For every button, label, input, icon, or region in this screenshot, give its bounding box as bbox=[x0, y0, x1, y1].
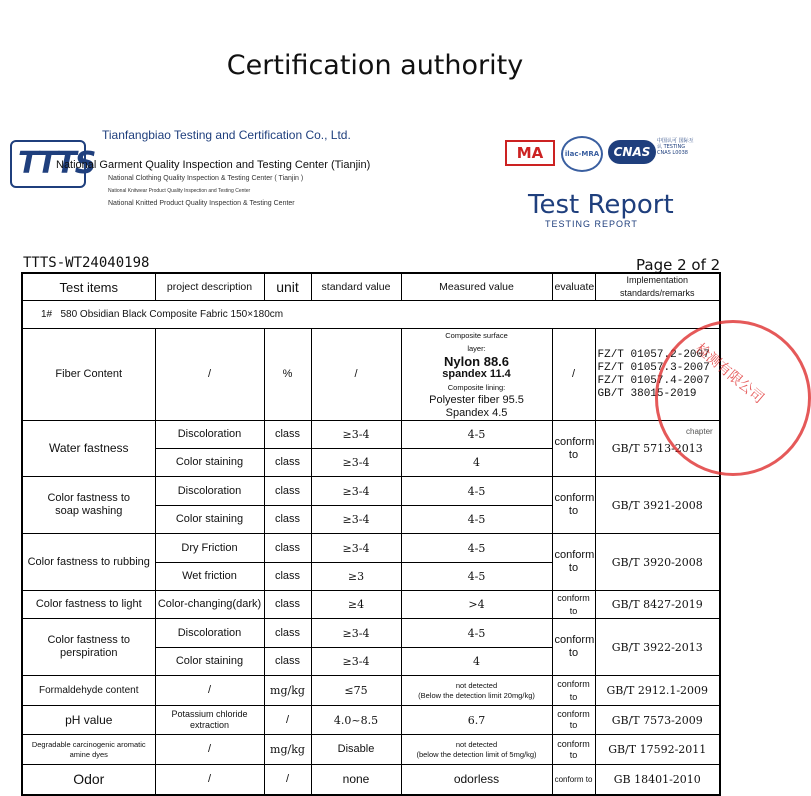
rub-s1: ≥3-4 bbox=[311, 534, 401, 563]
lab-name-line4: National Knitwear Product Quality Inspection and Testing Center bbox=[108, 188, 251, 194]
header-measured-value: Measured value bbox=[401, 273, 552, 301]
fiber-evaluate: / bbox=[552, 329, 595, 421]
ph-unit: / bbox=[264, 706, 311, 735]
soap-s2: ≥3-4 bbox=[311, 506, 401, 534]
table-row bbox=[22, 329, 720, 421]
odor-item: Odor bbox=[22, 765, 155, 795]
seal-chapter-label: chapter bbox=[686, 427, 713, 436]
formal-unit: mg/kg bbox=[264, 676, 311, 706]
fiber-m1: Composite surface bbox=[445, 331, 508, 340]
header-project-description: project description bbox=[155, 273, 264, 301]
lab-header bbox=[10, 128, 371, 212]
water-d2: Color staining bbox=[155, 449, 264, 477]
formal-evaluate: conform to bbox=[552, 676, 595, 706]
fiber-standard: / bbox=[311, 329, 401, 421]
rub-u2: class bbox=[264, 563, 311, 591]
header-test-items: Test items bbox=[22, 273, 155, 301]
amine-impl: GB/T 17592-2011 bbox=[595, 735, 720, 765]
water-evaluate: conform to bbox=[552, 421, 595, 477]
fiber-m5: Composite lining: bbox=[447, 383, 506, 392]
rub-d2: Wet friction bbox=[155, 563, 264, 591]
lab-name-line1: Tianfangbiao Testing and Certification Co., Ltd. bbox=[102, 128, 351, 142]
odor-evaluate: conform to bbox=[552, 765, 595, 795]
cnas-caption: 中国认可 国际互认 TESTING CNAS L0038 bbox=[657, 138, 694, 156]
sample-number: 1# bbox=[41, 309, 53, 320]
persp-d1: Discoloration bbox=[155, 619, 264, 648]
water-m1: 4-5 bbox=[401, 421, 552, 449]
formal-desc: / bbox=[155, 676, 264, 706]
amine-desc: / bbox=[155, 735, 264, 765]
fiber-m6: Polyester fiber 95.5 bbox=[429, 394, 524, 406]
amine-standard: Disable bbox=[311, 735, 401, 765]
accreditation-marks bbox=[505, 136, 695, 172]
page-title: Certification authority bbox=[226, 50, 524, 81]
logo-text: TTTS bbox=[18, 146, 95, 181]
sample-name: 580 Obsidian Black Composite Fabric 150×180cm bbox=[60, 309, 284, 320]
formal-measured bbox=[401, 676, 552, 706]
water-d1: Discoloration bbox=[155, 421, 264, 449]
odor-impl: GB 18401-2010 bbox=[595, 765, 720, 795]
water-m2: 4 bbox=[401, 449, 552, 477]
light-evaluate: conform to bbox=[552, 591, 595, 619]
table-row bbox=[22, 619, 720, 648]
odor-desc: / bbox=[155, 765, 264, 795]
water-s1: ≥3-4 bbox=[311, 421, 401, 449]
fiber-item: Fiber Content bbox=[22, 329, 155, 421]
rub-item: Color fastness to rubbing bbox=[22, 534, 155, 591]
soap-d2: Color staining bbox=[155, 506, 264, 534]
ph-impl: GB/T 7573-2009 bbox=[595, 706, 720, 735]
odor-unit: / bbox=[264, 765, 311, 795]
persp-s2: ≥3-4 bbox=[311, 648, 401, 676]
water-u1: class bbox=[264, 421, 311, 449]
header-unit: unit bbox=[264, 273, 311, 301]
light-measured: >4 bbox=[401, 591, 552, 619]
persp-s1: ≥3-4 bbox=[311, 619, 401, 648]
fiber-impl2: FZ/T 01057.3-2007 bbox=[597, 361, 710, 374]
fiber-m4: spandex 11.4 bbox=[442, 368, 511, 380]
water-u2: class bbox=[264, 449, 311, 477]
formal-impl: GB/T 2912.1-2009 bbox=[595, 676, 720, 706]
soap-d1: Discoloration bbox=[155, 477, 264, 506]
fiber-impl4: GB/T 38015-2019 bbox=[597, 387, 697, 400]
table-row bbox=[22, 591, 720, 619]
report-title: Test Report bbox=[528, 190, 674, 220]
report-number: TTTS-WT24040198 bbox=[23, 255, 150, 271]
fiber-desc: / bbox=[155, 329, 264, 421]
fiber-impl bbox=[595, 329, 720, 421]
amine-unit: mg/kg bbox=[264, 735, 311, 765]
lab-name-line2: National Garment Quality Inspection and Testing Center (Tianjin) bbox=[56, 159, 371, 171]
soap-m2: 4-5 bbox=[401, 506, 552, 534]
lab-name-line5: National Knitted Product Quality Inspection & Testing Center bbox=[108, 200, 295, 207]
fiber-unit: % bbox=[264, 329, 311, 421]
formal-standard: ≤75 bbox=[311, 676, 401, 706]
persp-d2: Color staining bbox=[155, 648, 264, 676]
amine-measured bbox=[401, 735, 552, 765]
amine-evaluate: conform to bbox=[552, 735, 595, 765]
soap-item: Color fastness to soap washing bbox=[22, 477, 155, 534]
header-implementation-standards: Implementation standards/remarks bbox=[595, 273, 720, 301]
amine-m2: (below the detection limit of 5mg/kg) bbox=[416, 749, 537, 759]
ph-item: pH value bbox=[22, 706, 155, 735]
rub-s2: ≥3 bbox=[311, 563, 401, 591]
ilac-mark: ilac-MRA bbox=[561, 136, 603, 172]
persp-impl: GB/T 3922-2013 bbox=[595, 619, 720, 676]
formal-m2: (Below the detection limit 20mg/kg) bbox=[418, 690, 535, 700]
table-header-row bbox=[22, 273, 720, 301]
odor-measured: odorless bbox=[401, 765, 552, 795]
light-standard: ≥4 bbox=[311, 591, 401, 619]
fiber-m3: Nylon 88.6 bbox=[443, 354, 510, 369]
rub-d1: Dry Friction bbox=[155, 534, 264, 563]
rub-u1: class bbox=[264, 534, 311, 563]
persp-evaluate: conform to bbox=[552, 619, 595, 676]
lab-name-line3: National Clothing Quality Inspection & Testing Center ( Tianjin ) bbox=[108, 175, 304, 182]
table-row bbox=[22, 534, 720, 563]
cnas-mark: CNAS bbox=[608, 140, 656, 164]
table-row bbox=[22, 765, 720, 795]
report-subtitle: TESTING REPORT bbox=[545, 219, 638, 229]
test-results-table bbox=[21, 272, 721, 796]
ph-evaluate: conform to bbox=[552, 706, 595, 735]
table-row bbox=[22, 676, 720, 706]
rub-evaluate: conform to bbox=[552, 534, 595, 591]
persp-u2: class bbox=[264, 648, 311, 676]
formal-item: Formaldehyde content bbox=[22, 676, 155, 706]
cma-mark: MA bbox=[505, 140, 555, 166]
rub-m1: 4-5 bbox=[401, 534, 552, 563]
rub-impl: GB/T 3920-2008 bbox=[595, 534, 720, 591]
persp-u1: class bbox=[264, 619, 311, 648]
light-desc: Color-changing(dark) bbox=[155, 591, 264, 619]
table-row bbox=[22, 477, 720, 506]
odor-standard: none bbox=[311, 765, 401, 795]
sample-row bbox=[22, 301, 720, 329]
table-row bbox=[22, 735, 720, 765]
water-impl: GB/T 5713-2013 bbox=[595, 421, 720, 477]
soap-s1: ≥3-4 bbox=[311, 477, 401, 506]
page-indicator: Page 2 of 2 bbox=[636, 256, 721, 274]
persp-m1: 4-5 bbox=[401, 619, 552, 648]
header-standard-value: standard value bbox=[311, 273, 401, 301]
ph-measured: 6.7 bbox=[401, 706, 552, 735]
light-unit: class bbox=[264, 591, 311, 619]
soap-evaluate: conform to bbox=[552, 477, 595, 534]
rub-m2: 4-5 bbox=[401, 563, 552, 591]
persp-item: Color fastness to perspiration bbox=[22, 619, 155, 676]
table-row bbox=[22, 421, 720, 449]
seal-text: 检测有限公司 bbox=[692, 339, 768, 407]
ph-standard: 4.0~8.5 bbox=[311, 706, 401, 735]
water-item: Water fastness bbox=[22, 421, 155, 477]
fiber-measured bbox=[401, 329, 552, 421]
light-impl: GB/T 8427-2019 bbox=[595, 591, 720, 619]
amine-item: Degradable carcinogenic aromatic amine dyes bbox=[22, 735, 155, 765]
fiber-m2: layer: bbox=[467, 344, 486, 353]
fiber-impl3: FZ/T 01057.4-2007 bbox=[597, 374, 710, 387]
formal-m1: not detected bbox=[455, 680, 498, 690]
soap-impl: GB/T 3921-2008 bbox=[595, 477, 720, 534]
table-row bbox=[22, 706, 720, 735]
soap-u2: class bbox=[264, 506, 311, 534]
fiber-impl1: FZ/T 01057.2-2007 bbox=[597, 348, 710, 361]
sample-cell bbox=[22, 301, 720, 329]
soap-u1: class bbox=[264, 477, 311, 506]
light-item: Color fastness to light bbox=[22, 591, 155, 619]
header-evaluate: evaluate bbox=[552, 273, 595, 301]
amine-m1: not detected bbox=[455, 739, 498, 749]
water-s2: ≥3-4 bbox=[311, 449, 401, 477]
fiber-m7: Spandex 4.5 bbox=[445, 407, 508, 419]
ph-desc: Potassium chloride extraction bbox=[155, 706, 264, 735]
persp-m2: 4 bbox=[401, 648, 552, 676]
soap-m1: 4-5 bbox=[401, 477, 552, 506]
